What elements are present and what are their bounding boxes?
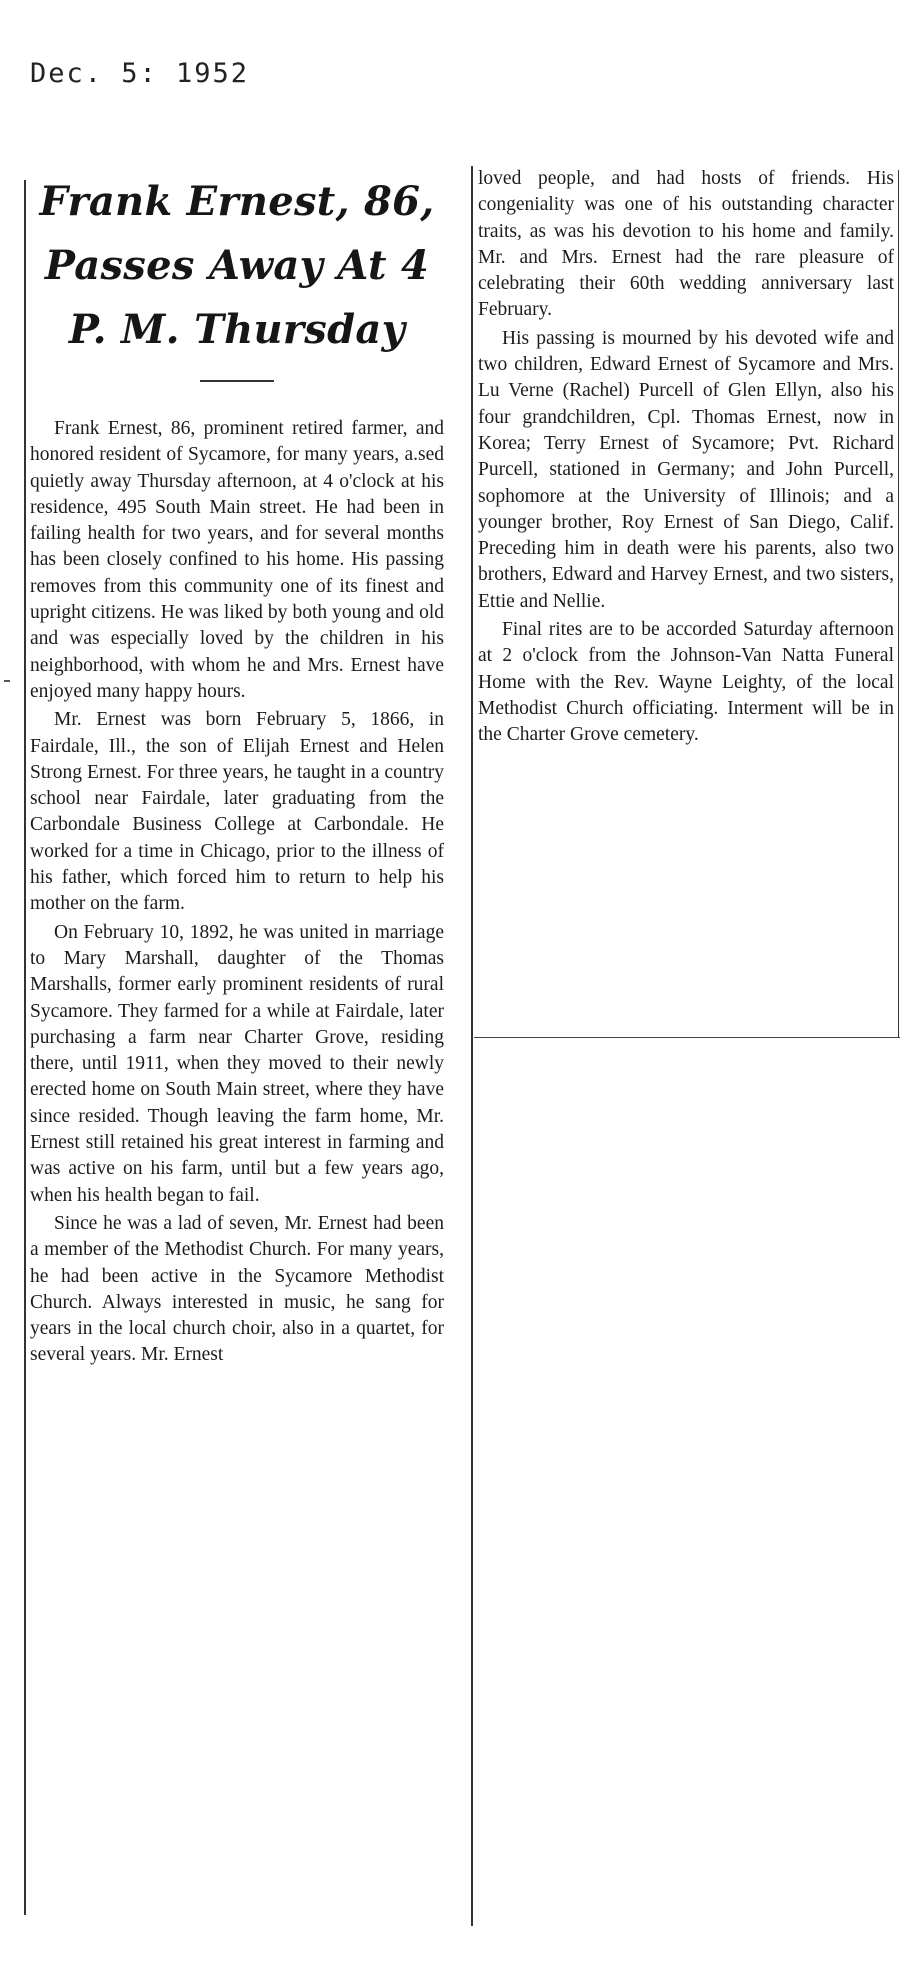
right-column-rule [898,170,899,1038]
margin-mark [4,680,10,682]
article-paragraph: Frank Ernest, 86, prominent retired farmer, and honored resident of Sycamore, for many years, a.sed quietly away Thursday afternoon, at 4 o'clock at his residence, 495 South Main street. He had been in failing health for two years, and for several months has been closely confined to his home. His passing removes from this community one of its finest and upright citizens. He was liked by both young and old and was especially loved by the children in his neighborhood, with whom he and Mrs. Ernest have enjoyed many happy hours. [30,418,444,702]
article-paragraph: loved people, and had hosts of friends. His congeniality was one of his outstanding character traits, as was his devotion to his home and family. Mr. and Mrs. Ernest had the rare pleasure of celebrating their 60th wedding anniversary last February. [478,168,894,321]
clipping-date: Dec. 5: 1952 [30,58,250,89]
article-headline: Frank Ernest, 86, Passes Away At 4 P. M. Thursday [39,178,435,353]
article-paragraph: His passing is mourned by his devoted wife and two children, Edward Ernest of Sycamore and Mrs. Lu Verne (Rachel) Purcell of Glen Ellyn, also his four grandchildren, Cpl. Thomas Ernest, now in Korea; Terry Ernest of Sycamore; Pvt. Richard Purcell, stationed in Germany; and John Purcell, sophomore at the University of Illinois; and a younger brother, Roy Ernest of San Diego, Calif. Preceding him in death were his parents, also two brothers, Edward and Harvey Ernest, and two sisters, Ettie and Nellie. [478,327,894,612]
article-paragraph: On February 10, 1892, he was united in marriage to Mary Marshall, daughter of the Thomas Marshalls, former early prominent residents of rural Sycamore. They farmed for a while at Fairdale, later purchasing a farm near Charter Grove, residing there, until 1911, when they moved to their newly erected home on South Main street, where they have since resided. Though leaving the farm home, Mr. Ernest still retained his great interest in farming and was active on his farm, until but a few years ago, when his health began to fail. [30,921,444,1206]
column-divider-rule [471,166,473,1926]
headline-separator [200,380,274,382]
article-paragraph: Final rites are to be accorded Saturday afternoon at 2 o'clock from the Johnson-Van Natta Funeral Home with the Rev. Wayne Leighty, of the local Methodist Church officiating. Interment will be in the Charter Grove cemetery. [478,619,894,746]
article-column-left [30,170,444,1915]
left-column-rule [24,180,26,1915]
right-column-end-rule [474,1037,900,1038]
article-column-right [478,166,894,1032]
article-paragraph: Since he was a lad of seven, Mr. Ernest had been a member of the Methodist Church. For many years, he had been active in the Sycamore Methodist Church. Always interested in music, he sang for years in the local church choir, also in a quartet, for several years. Mr. Ernest [30,1212,444,1366]
article-paragraph: Mr. Ernest was born February 5, 1866, in Fairdale, Ill., the son of Elijah Ernest and Helen Strong Ernest. For three years, he taught in a country school near Fairdale, later graduating from the Carbondale Business College at Carbondale. He worked for a time in Chicago, prior to the illness of his father, which forced him to return to help his mother on the farm. [30,709,444,915]
